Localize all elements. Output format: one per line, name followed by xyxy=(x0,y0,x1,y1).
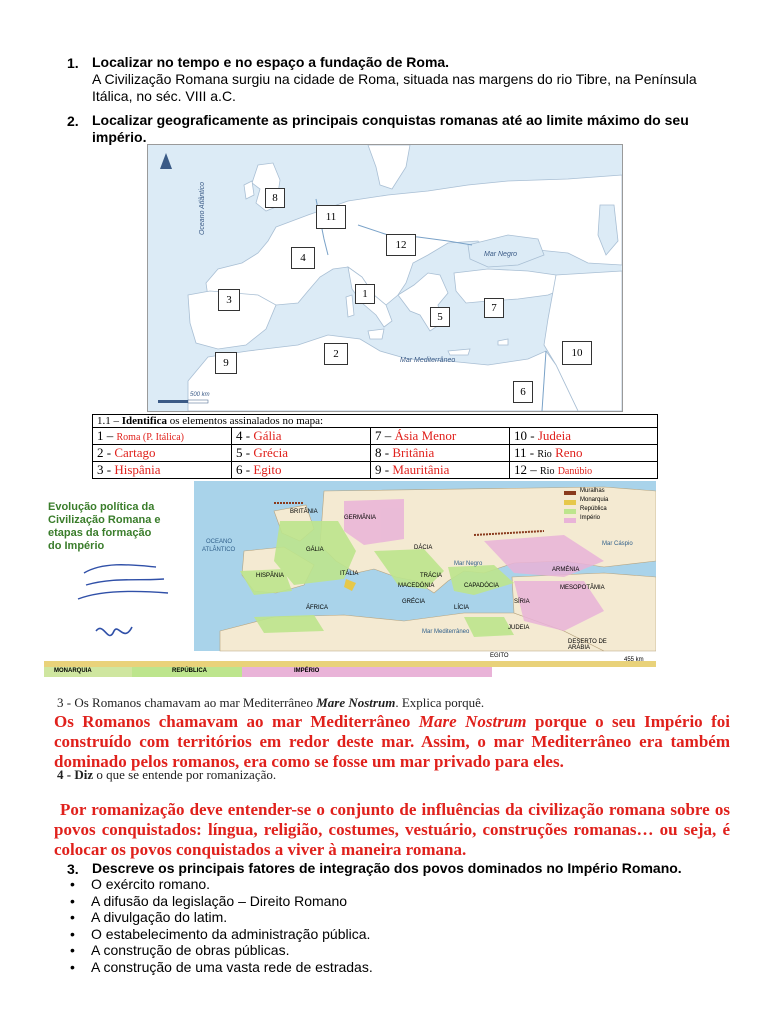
place-label: DESERTO DE ARÁBIA xyxy=(568,639,607,651)
map-marker-5: 5 xyxy=(430,307,450,327)
q1-title: Localizar no tempo e no espaço a fundação de Roma. xyxy=(92,54,450,70)
place-label: SÍRIA xyxy=(514,599,530,605)
mare-nostrum-question: 3 - Os Romanos chamavam ao mar Mediterrâneo Mare Nostrum. Explica porquê. xyxy=(57,695,485,710)
place-label: OCEANO xyxy=(206,539,233,545)
map-marker-3: 3 xyxy=(218,289,240,311)
atlantic-label: Oceano Atlântico xyxy=(199,181,207,236)
q2-number: 2. xyxy=(67,113,79,129)
table-cell: 2 - Cartago xyxy=(93,445,232,462)
q3-number: 3. xyxy=(67,861,79,877)
table-cell: 6 - Egito xyxy=(232,462,371,479)
scale-label: 455 km xyxy=(624,657,644,663)
place-label: GRÉCIA xyxy=(402,599,426,605)
evolution-map-title: Evolução política da Civilização Romana e etapas da formação do Império xyxy=(48,501,161,552)
roman-evolution-map xyxy=(44,481,656,681)
list-item: • A difusão da legislação – Direito Romano xyxy=(70,893,373,910)
identification-table xyxy=(92,414,658,479)
scale-label: 500 km xyxy=(190,392,210,398)
roman-conquests-map xyxy=(147,144,623,412)
table-cell: 1 – Roma (P. Itálica) xyxy=(93,428,232,445)
q3-title: Descreve os principais fatores de integração dos povos dominados no Império Romano. xyxy=(92,860,682,876)
place-label: CAPADÓCIA xyxy=(464,583,499,589)
list-item: • A divulgação do latim. xyxy=(70,909,373,926)
place-label: MESOPOTÂMIA xyxy=(560,585,605,591)
table-cell: 12 – Rio Danúbio xyxy=(510,462,658,479)
table-cell: 9 - Mauritânia xyxy=(371,462,510,479)
place-label: DÁCIA xyxy=(414,545,433,551)
table-cell: 5 - Grécia xyxy=(232,445,371,462)
place-label: EGITO xyxy=(490,653,509,659)
black-sea-label: Mar Negro xyxy=(484,251,518,258)
q1-block xyxy=(92,54,697,105)
map-marker-1: 1 xyxy=(355,284,375,304)
place-label: ARMÉNIA xyxy=(552,567,580,573)
place-label: ITÁLIA xyxy=(340,571,359,577)
q2-title-line1: Localizar geograficamente as principais conquistas romanas até ao limite máximo do seu xyxy=(92,112,689,128)
map-marker-12: 12 xyxy=(386,234,416,256)
list-item: • O estabelecimento da administração pública. xyxy=(70,926,373,943)
place-label: MACEDÓNIA xyxy=(398,583,435,589)
map-marker-9: 9 xyxy=(215,352,237,374)
map-marker-6: 6 xyxy=(513,381,533,403)
place-label: BRITÂNIA xyxy=(290,509,318,515)
place-label: LÍCIA xyxy=(454,605,470,611)
place-label: ÁFRICA xyxy=(306,605,329,611)
map-marker-11: 11 xyxy=(316,205,346,229)
timeline-label: IMPÉRIO xyxy=(294,668,320,674)
place-label: HISPÂNIA xyxy=(256,573,285,579)
place-label: Mar Negro xyxy=(454,561,483,567)
map-marker-2: 2 xyxy=(324,343,348,365)
list-item: • O exército romano. xyxy=(70,876,373,893)
evolution-map-legend: Muralhas Monarquia República Império xyxy=(580,488,609,521)
map-marker-7: 7 xyxy=(484,298,504,318)
q2-title-line2: império. xyxy=(92,129,147,145)
place-label: ATLÂNTICO xyxy=(202,547,236,553)
place-label: Mar Mediterrâneo xyxy=(422,629,470,635)
q2-title xyxy=(92,112,689,146)
timeline-label: MONARQUIA xyxy=(54,668,92,674)
place-label: TRÁCIA xyxy=(420,573,443,579)
place-label: GERMÂNIA xyxy=(344,515,377,521)
q1-body-line1: A Civilização Romana surgiu na cidade de Roma, situada nas margens do rio Tibre, na Península xyxy=(92,71,697,87)
place-label: Mar Cáspio xyxy=(602,541,633,547)
table-caption: 1.1 – Identifica os elementos assinalados no mapa: xyxy=(93,415,658,428)
table-cell: 10 - Judeia xyxy=(510,428,658,445)
mediterranean-label: Mar Mediterrâneo xyxy=(400,357,456,364)
list-item: • A construção de uma vasta rede de estradas. xyxy=(70,959,373,976)
q1-number: 1. xyxy=(67,55,79,71)
map-marker-10: 10 xyxy=(562,341,592,365)
place-label: JUDEIA xyxy=(508,625,530,631)
q1-body-line2: Itálica, no séc. VIII a.C. xyxy=(92,88,236,104)
table-cell: 11 - Rio Reno xyxy=(510,445,658,462)
table-row xyxy=(93,445,658,462)
list-item: • A construção de obras públicas. xyxy=(70,942,373,959)
romanizacao-question: 4 - Diz o que se entende por romanização. xyxy=(57,767,277,782)
table-cell: 3 - Hispânia xyxy=(93,462,232,479)
map-marker-8: 8 xyxy=(265,188,285,208)
mare-nostrum-answer: Os Romanos chamavam ao mar Mediterrâneo Mare Nostrum porque o seu Império foi construído com territórios em redor deste mar. Assim, o mar Mediterrâneo era também dominado pelos romanos, era como se fosse um mar privado para eles. xyxy=(54,712,731,771)
romanizacao-answer: Por romanização deve entender-se o conjunto de influências da civilização romana sobre os povos conquistados: língua, religião, costumes, vestuário, construções romanas… ou seja, é colocar os povos conquistados a viver à maneira romana. xyxy=(54,800,730,859)
table-cell: 8 - Britânia xyxy=(371,445,510,462)
map-marker-4: 4 xyxy=(291,247,315,269)
timeline-label: REPÚBLICA xyxy=(172,668,208,674)
table-cell: 7 – Ásia Menor xyxy=(371,428,510,445)
table-cell: 4 - Gália xyxy=(232,428,371,445)
table-row xyxy=(93,462,658,479)
place-label: GÁLIA xyxy=(306,547,324,553)
table-row xyxy=(93,428,658,445)
integration-factors-list xyxy=(70,876,373,976)
